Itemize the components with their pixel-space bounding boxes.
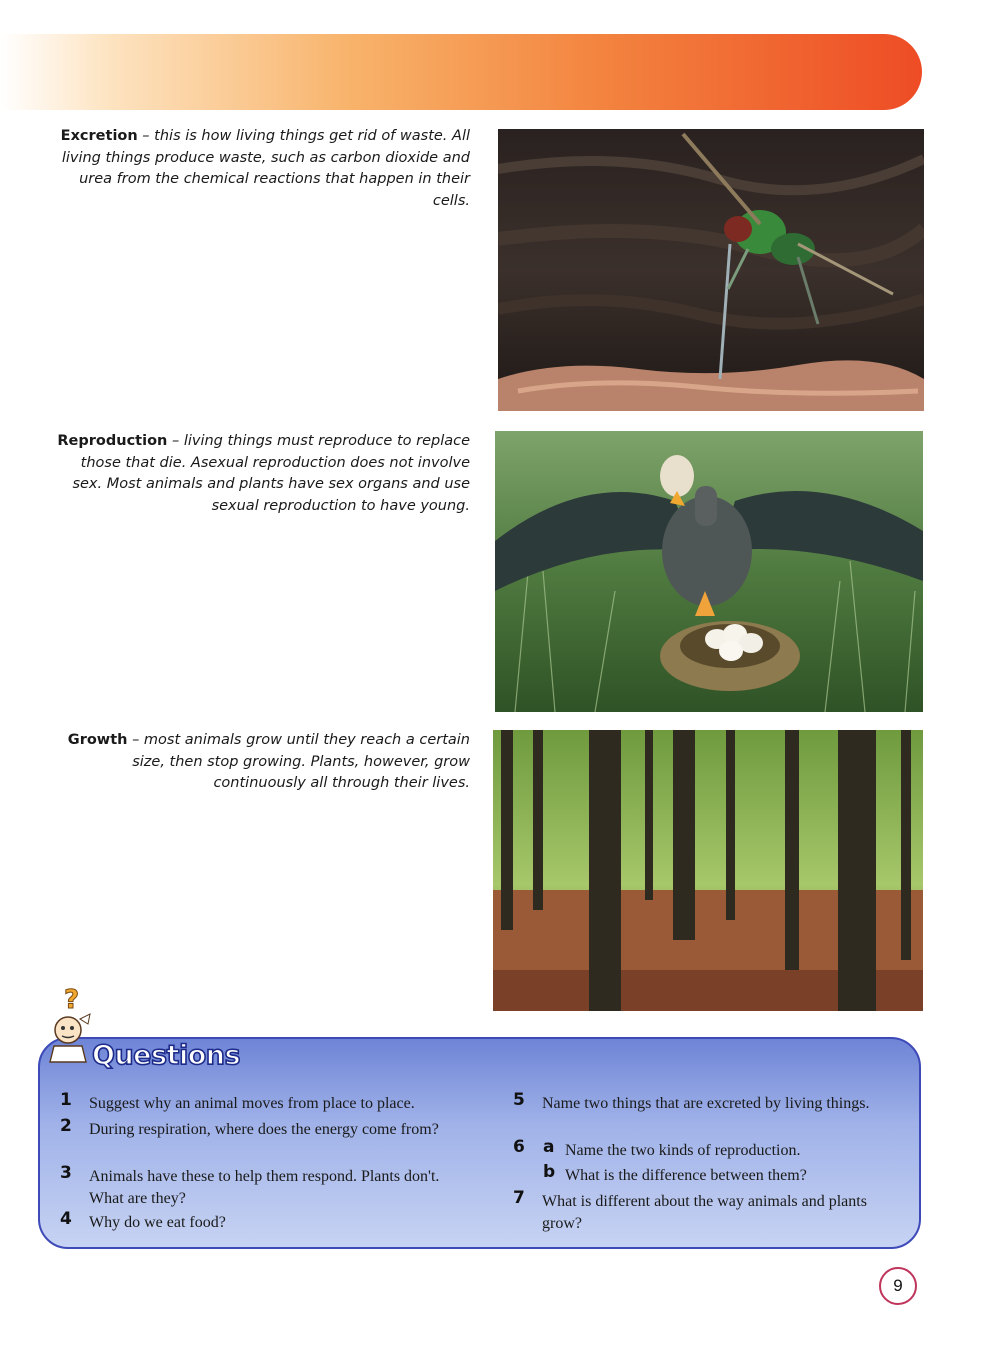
photo-goose-nest	[495, 431, 923, 712]
growth-paragraph	[50, 730, 470, 795]
photo-fly	[498, 129, 924, 411]
question-7-number: 7	[513, 1188, 525, 1208]
question-5-number: 5	[513, 1090, 525, 1110]
question-5-text: Name two things that are excreted by living things.	[542, 1095, 870, 1112]
question-1-text: Suggest why an animal moves from place to place.	[89, 1095, 415, 1112]
question-3-text: Animals have these to help them respond. Plants don't. What are they?	[89, 1168, 440, 1207]
question-7-text: What is different about the way animals and plants grow?	[542, 1193, 867, 1232]
excretion-term: Excretion	[60, 128, 138, 144]
reproduction-term: Reproduction	[57, 433, 168, 449]
excretion-paragraph	[50, 126, 470, 212]
growth-term: Growth	[67, 732, 128, 748]
reproduction-text: – living things must reproduce to replace those that die. Asexual reproduction does not involve sex. Most animals and plants have sex organs and use sexual reproduction to have young.	[72, 433, 470, 514]
question-6a-label: a	[543, 1137, 555, 1157]
question-6-number: 6	[513, 1137, 525, 1157]
question-6a-text: Name the two kinds of reproduction.	[565, 1142, 801, 1159]
question-4-number: 4	[60, 1209, 72, 1229]
question-2-number: 2	[60, 1116, 72, 1136]
question-3-number: 3	[60, 1163, 72, 1183]
question-1-number: 1	[60, 1090, 72, 1110]
question-6b-label: b	[543, 1162, 556, 1182]
page-number: 9	[879, 1267, 917, 1305]
question-4-text: Why do we eat food?	[89, 1214, 226, 1231]
question-2-text: During respiration, where does the energy come from?	[89, 1121, 439, 1138]
reproduction-paragraph	[50, 431, 470, 517]
svg-text:?: ?	[64, 986, 80, 1015]
header-gradient-banner	[0, 34, 922, 110]
excretion-text: – this is how living things get rid of waste. All living things produce waste, such as carbon dioxide and urea from the chemical reactions that happen in their cells.	[61, 128, 470, 209]
question-6b-text: What is the difference between them?	[565, 1167, 807, 1184]
questions-title: Questions	[92, 1040, 241, 1071]
growth-text: – most animals grow until they reach a certain size, then stop growing. Plants, however, grow continuously all through their lives.	[127, 732, 470, 791]
photo-forest	[493, 730, 923, 1011]
